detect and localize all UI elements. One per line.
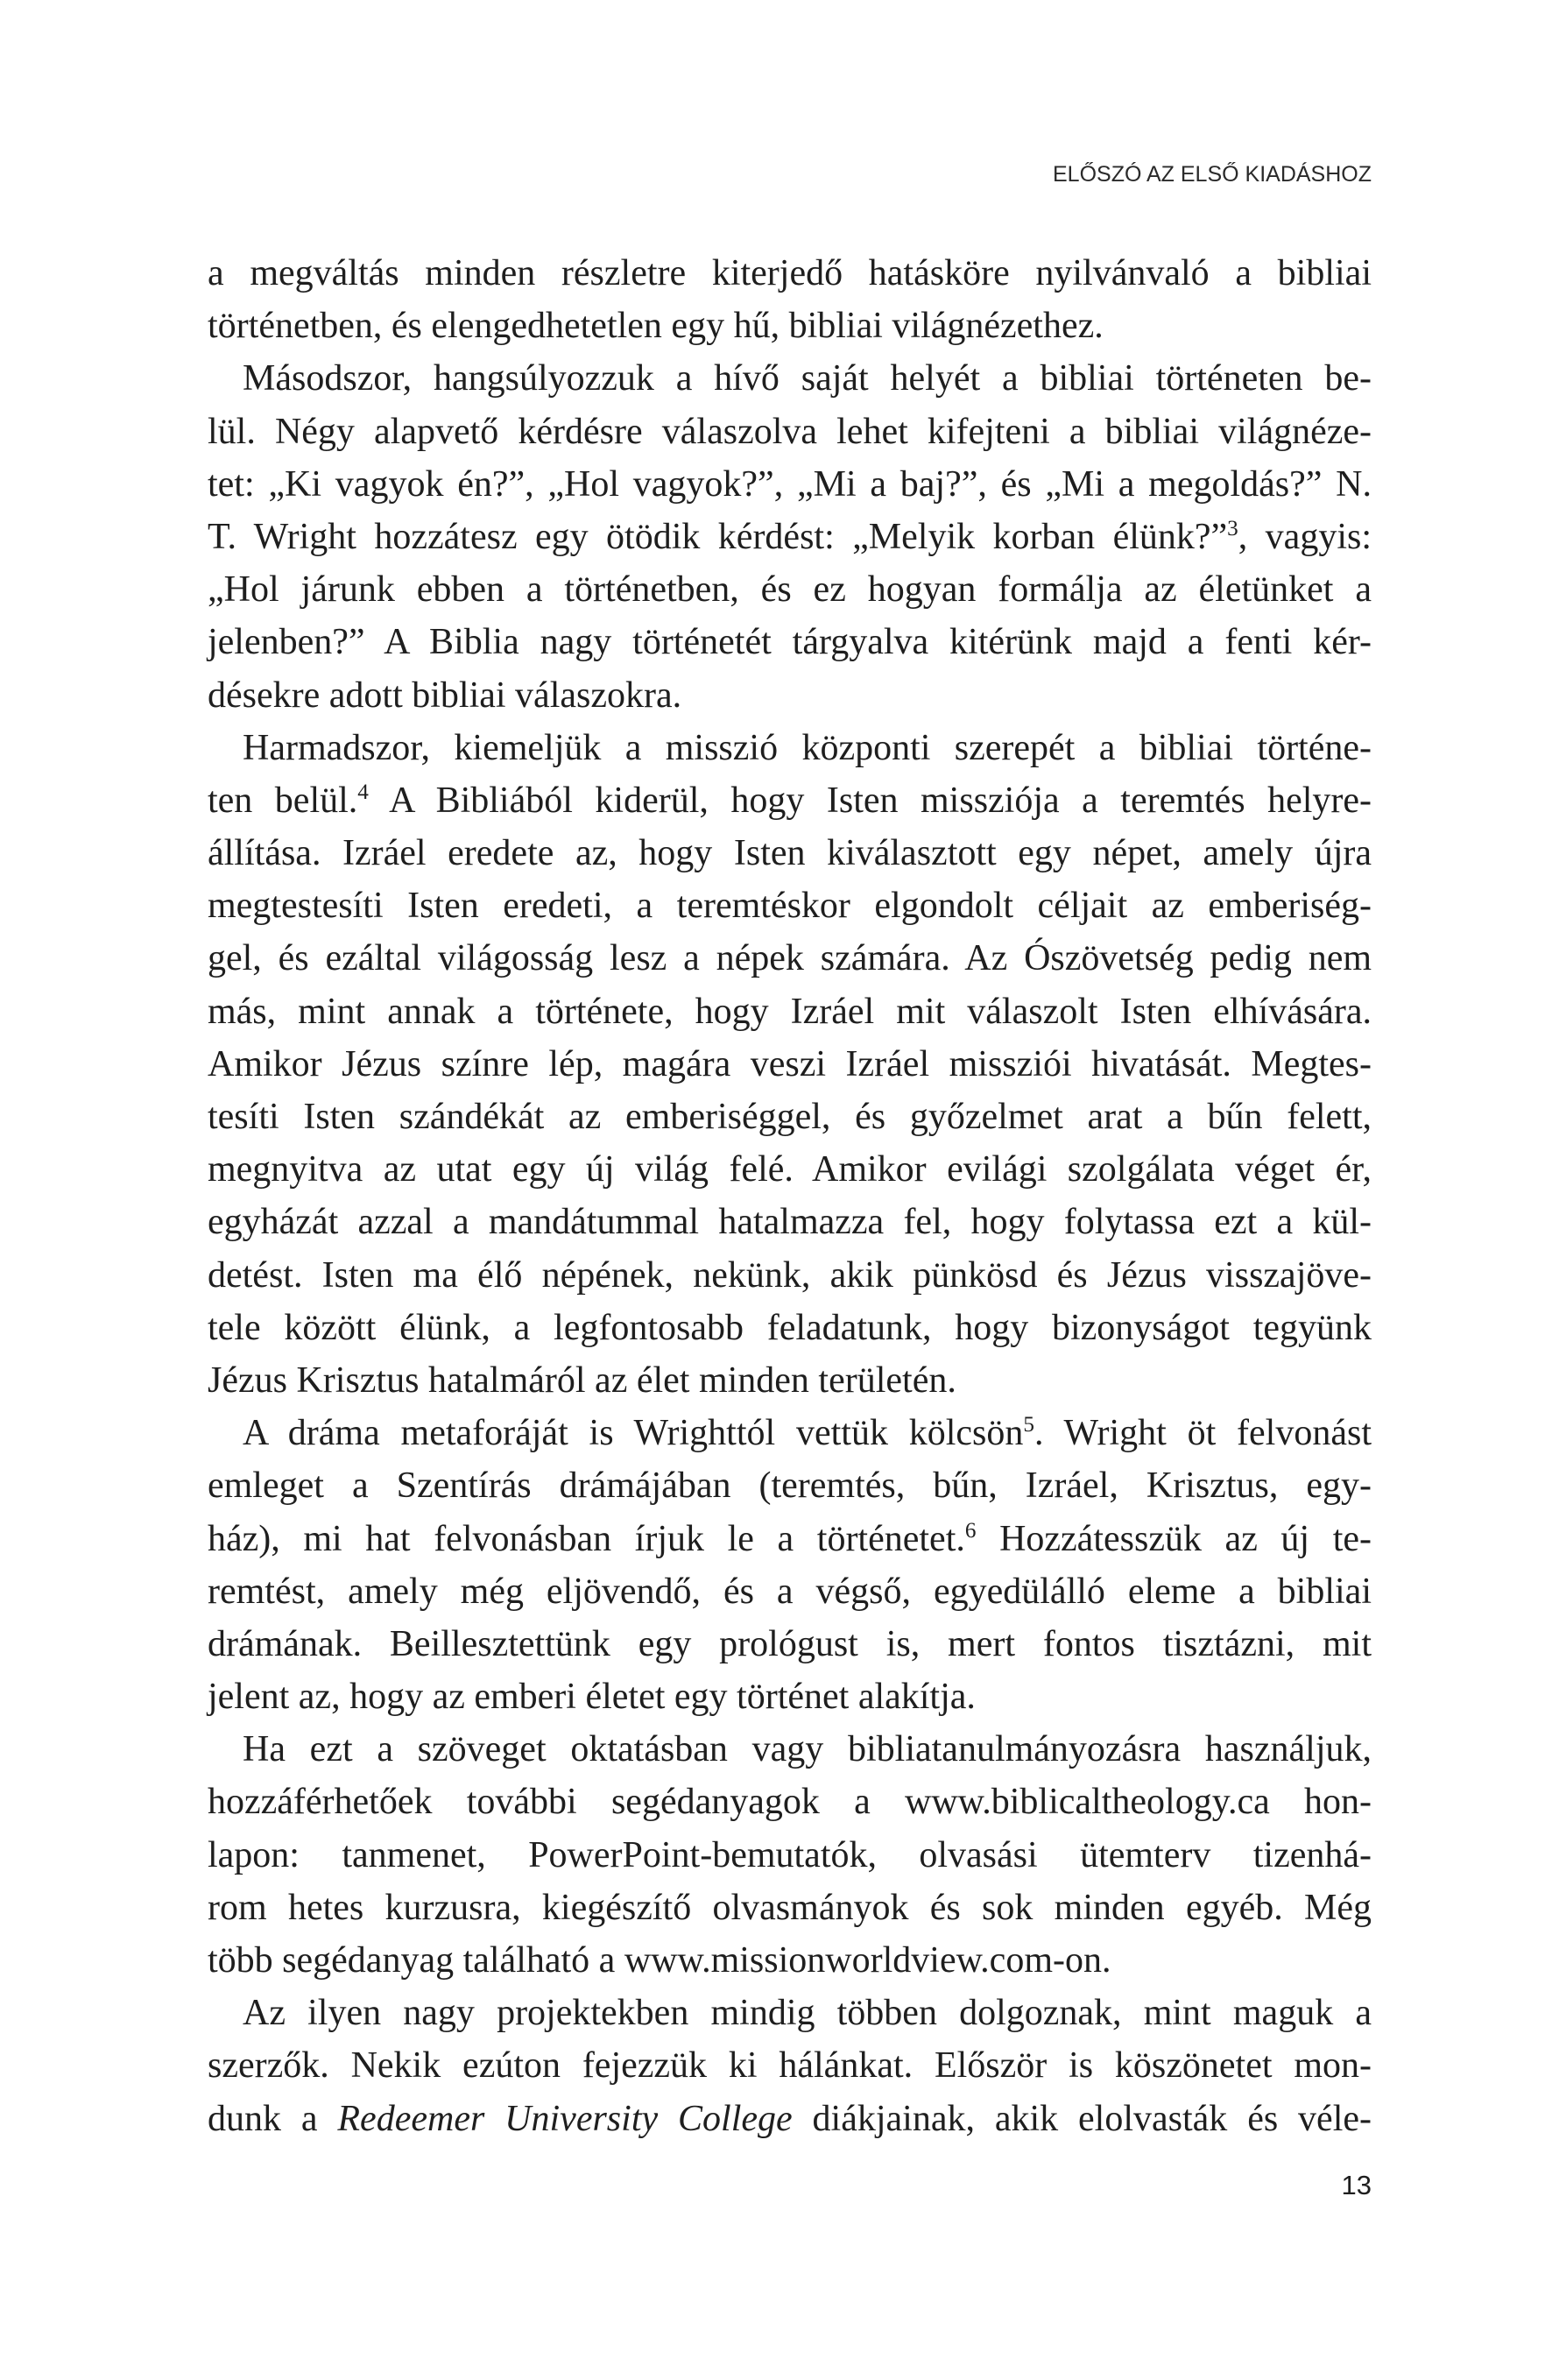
text-line: állítása. Izráel eredete az, hogy Isten kiválasztott egy népet, amely újra bbox=[208, 833, 1372, 874]
line-text: Hozzátesszük az új te- bbox=[976, 1518, 1372, 1559]
text-line: emleget a Szentírás drámájában (teremtés, bűn, Izráel, Krisztus, egy- bbox=[208, 1465, 1372, 1507]
paragraph bbox=[208, 1407, 1372, 1723]
paragraph bbox=[208, 1987, 1372, 2145]
text-line bbox=[208, 1407, 1372, 1459]
text-line: több segédanyag található a www.missionworldview.com-on. bbox=[208, 1940, 1111, 1981]
text-line: drámának. Beillesztettünk egy prológust is, mert fontos tisztázni, mit bbox=[208, 1623, 1372, 1664]
text-line: tele között élünk, a legfontosabb feladatunk, hogy bizonyságot tegyünk bbox=[208, 1307, 1372, 1348]
text-line: tesíti Isten szándékát az emberiséggel, és győzelmet arat a bűn felett, bbox=[208, 1097, 1372, 1137]
paragraph bbox=[208, 1723, 1372, 1987]
page-number: 13 bbox=[1341, 2170, 1372, 2200]
text-line: jelenben?” A Biblia nagy történetét tárgyalva kitérünk majd a fenti kér- bbox=[208, 622, 1372, 663]
text-line bbox=[208, 2093, 1372, 2145]
text-line: történetben, és elengedhetetlen egy hű, bibliai világnézethez. bbox=[208, 306, 1104, 347]
text-line: rom hetes kurzusra, kiegészítő olvasmányok és sok minden egyéb. Még bbox=[208, 1887, 1372, 1928]
text-line: Az ilyen nagy projektekben mindig többen dolgoznak, mint maguk a bbox=[243, 1993, 1372, 2034]
running-header: ELŐSZÓ AZ ELSŐ KIADÁSHOZ bbox=[1053, 162, 1372, 187]
text-line: lül. Négy alapvető kérdésre válaszolva lehet kifejteni a bibliai világnéze- bbox=[208, 411, 1372, 452]
line-text: A Bibliából kiderül, hogy Isten missziója a teremtés helyre- bbox=[368, 780, 1372, 821]
line-text: dunk a bbox=[208, 2098, 338, 2139]
line-text: ház), mi hat felvonásban írjuk le a történetet. bbox=[208, 1518, 965, 1559]
text-line: megnyitva az utat egy új világ felé. Amikor evilági szolgálata véget ér, bbox=[208, 1149, 1372, 1190]
text-line: a megváltás minden részletre kiterjedő hatásköre nyilvánvaló a bibliai bbox=[208, 253, 1372, 293]
text-line: Amikor Jézus színre lép, magára veszi Izráel missziói hivatását. Megtes- bbox=[208, 1043, 1372, 1084]
line-text: A dráma metaforáját is Wrighttól vettük kölcsön bbox=[243, 1413, 1024, 1454]
text-line: „Hol járunk ebben a történetben, és ez hogyan formálja az életünket a bbox=[208, 569, 1372, 611]
text-line: gel, és ezáltal világosság lesz a népek számára. Az Ószövetség pedig nem bbox=[208, 938, 1372, 979]
text-line bbox=[208, 1513, 1372, 1565]
text-line: lapon: tanmenet, PowerPoint-bemutatók, olvasási ütemterv tizenhá- bbox=[208, 1834, 1372, 1875]
footnote-ref: 3 bbox=[1227, 516, 1238, 540]
body-text bbox=[208, 247, 1372, 2145]
text-line bbox=[208, 511, 1372, 563]
italic-title: Redeemer University College bbox=[337, 2098, 793, 2139]
footnote-ref: 6 bbox=[964, 1518, 977, 1543]
line-text: . Wright öt felvonást bbox=[1033, 1413, 1372, 1454]
text-line: Jézus Krisztus hatalmáról az élet minden területén. bbox=[208, 1359, 956, 1401]
text-line: désekre adott bibliai válaszokra. bbox=[208, 674, 682, 716]
text-line: megtestesíti Isten eredeti, a teremtéskor elgondolt céljait az emberiség- bbox=[208, 886, 1372, 927]
text-line: detést. Isten ma élő népének, nekünk, akik pünkösd és Jézus visszajöve- bbox=[208, 1254, 1372, 1296]
paragraph bbox=[208, 247, 1372, 352]
line-text: , vagyis: bbox=[1238, 516, 1372, 557]
text-line: egyházát azzal a mandátummal hatalmazza fel, hogy folytassa ezt a kül- bbox=[208, 1202, 1372, 1243]
footnote-ref: 4 bbox=[357, 780, 369, 804]
text-line: remtést, amely még eljövendő, és a végső, egyedülálló eleme a bibliai bbox=[208, 1571, 1372, 1612]
text-line bbox=[208, 774, 1372, 827]
text-line: Másodszor, hangsúlyozzuk a hívő saját helyét a bibliai történeten be- bbox=[243, 358, 1372, 399]
line-text: ten belül. bbox=[208, 780, 358, 821]
text-line: Harmadszor, kiemeljük a misszió központi szerepét a bibliai történe- bbox=[243, 727, 1372, 768]
footnote-ref: 5 bbox=[1023, 1413, 1034, 1437]
paragraph bbox=[208, 352, 1372, 721]
text-line: más, mint annak a története, hogy Izráel mit válaszolt Isten elhívására. bbox=[208, 991, 1372, 1032]
text-line: jelent az, hogy az emberi életet egy történet alakítja. bbox=[208, 1677, 976, 1718]
paragraph bbox=[208, 722, 1372, 1407]
text-line: Ha ezt a szöveget oktatásban vagy bibliatanulmányozásra használjuk, bbox=[243, 1729, 1372, 1770]
text-line: szerzők. Nekik ezúton fejezzük ki hálánkat. Először is köszönetet mon- bbox=[208, 2045, 1372, 2087]
text-line: hozzáférhetőek további segédanyagok a www.biblicaltheology.ca hon- bbox=[208, 1782, 1372, 1823]
text-line: tet: „Ki vagyok én?”, „Hol vagyok?”, „Mi a baj?”, és „Mi a megoldás?” N. bbox=[208, 463, 1372, 505]
line-text: diákjainak, akik elolvasták és véle- bbox=[792, 2098, 1372, 2139]
line-text: T. Wright hozzátesz egy ötödik kérdést: „Melyik korban élünk?” bbox=[208, 516, 1228, 557]
